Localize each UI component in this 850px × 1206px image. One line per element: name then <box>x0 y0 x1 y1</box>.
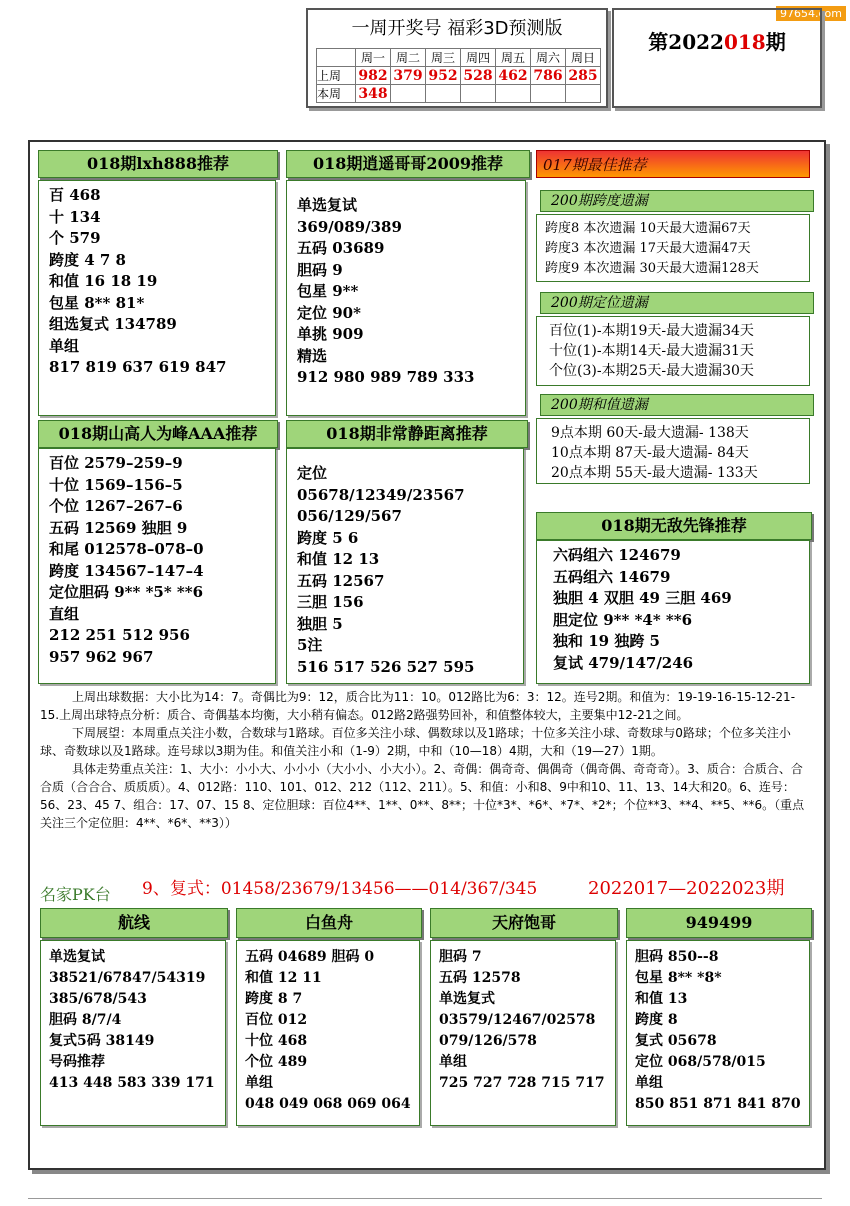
recommend-line: 817 819 637 619 847 <box>49 358 227 376</box>
recommend-line: 10点本期 87天-最大遗漏- 84天 <box>551 445 749 461</box>
draw-number <box>496 85 531 103</box>
recommend-line: 独胆 5 <box>297 614 343 633</box>
recommend-line: 组选复式 134789 <box>49 315 177 333</box>
recommend-line: 38521/67847/54319 <box>49 970 206 986</box>
recommend-line: 十 134 <box>49 207 101 226</box>
analysis-paragraph-3: 具体走势重点关注：1、大小：小小大、小小小（大小小、小大小）。2、奇偶：偶奇奇、偶偶奇（偶奇偶、奇奇奇）。3、质合：合质合、合合质（合合合、质质质）。4、012路：110、101、012、212（112、211）。5、和值：小和8、9中和10、11、13、14大和20。6、连号：56、23、45 7、组合：17、07、15 8、定位胆球：百位4**、1**、0**、8**；十位*3*、*6*、*7*、*2*；个位**3、**4、**5、**6。（重点关注三个定位胆：4**、*6*、**3）） <box>40 762 805 830</box>
recommend-line: 独胆 4 双胆 49 三胆 469 <box>553 589 732 607</box>
span-missing-title: 200期跨度遗漏 <box>540 190 814 212</box>
expert-name: 航线 <box>40 908 228 938</box>
recommend-line: 和尾 012578–078–0 <box>49 540 204 558</box>
recommend-line: 个位 489 <box>245 1054 308 1070</box>
recommend-line: 五码 04689 胆码 0 <box>245 949 375 965</box>
analysis-paragraph-1: 上周出球数据：大小比为14：7。奇偶比为9：12，质合比为11：10。012路比为6：3：12。连号2期。和值为：19-19-16-15-12-21-15.上周出球特点分析：质合、奇偶基本均衡，大小稍有偏态。012路2路强势回补，和值整体较大，主要集中12-21之间。 <box>40 690 796 722</box>
expert-body <box>626 940 810 1126</box>
draw-number: 528 <box>461 67 496 85</box>
recommend-line: 五码组六 14679 <box>553 567 671 586</box>
recommend-line: 定位胆码 9** *5* **6 <box>49 583 204 601</box>
panel-shangao-title: 018期山高人为峰AAA推荐 <box>38 420 278 448</box>
recommend-line: 和值 13 <box>635 991 688 1007</box>
day-cell: 周六 <box>531 49 566 67</box>
recommend-line: 跨度 8 <box>635 1012 678 1028</box>
recommend-line: 048 049 068 069 064 <box>245 1096 411 1112</box>
days-row <box>317 49 601 67</box>
recommend-line: 胆码 7 <box>439 949 482 965</box>
recommend-line: 和值 12 13 <box>297 550 380 568</box>
recommend-line: 212 251 512 956 <box>49 626 190 644</box>
recommend-line: 十位 1569–156–5 <box>49 475 183 494</box>
recommend-line: 精选 <box>297 346 328 365</box>
recommend-line: 定位 <box>297 464 328 482</box>
sum-missing-title: 200期和值遗漏 <box>540 394 814 416</box>
recommend-line: 独和 19 独跨 5 <box>553 632 660 650</box>
pos-missing-title: 200期定位遗漏 <box>540 292 814 314</box>
recommend-line: 复式 05678 <box>635 1033 717 1049</box>
issue-title: 第2022018期 <box>648 30 786 54</box>
recommend-line: 五码 12578 <box>439 970 521 986</box>
pk-center-text: 9、复式：01458/23679/13456——014/367/345 <box>142 879 538 899</box>
pk-line <box>40 874 810 904</box>
draw-number: 982 <box>356 67 391 85</box>
expert-body <box>236 940 420 1126</box>
recommend-line: 850 851 871 841 870 <box>635 1096 801 1112</box>
expert-body <box>430 940 616 1126</box>
recommend-line: 个位(3)-本期25天-最大遗漏30天 <box>549 363 754 379</box>
this-week-label: 本周 <box>317 85 356 103</box>
recommend-line: 百位 012 <box>245 1012 308 1028</box>
recommend-line: 包星 8** *8* <box>635 970 722 986</box>
draw-number <box>531 85 566 103</box>
day-cell: 周四 <box>461 49 496 67</box>
recommend-line: 复试 479/147/246 <box>553 653 694 672</box>
recommend-line: 十位(1)-本期14天-最大遗漏31天 <box>549 343 754 359</box>
recommend-line: 跨度3 本次遗漏 17天最大遗漏47天 <box>545 241 751 256</box>
draw-number: 379 <box>391 67 426 85</box>
draw-number <box>391 85 426 103</box>
expert-name: 天府饱哥 <box>430 908 618 938</box>
recommend-line: 单组 <box>439 1054 467 1070</box>
weekly-draw-header <box>306 8 608 108</box>
recommend-line: 912 980 989 789 333 <box>297 368 475 386</box>
draw-number <box>426 85 461 103</box>
span-missing-body <box>536 214 810 282</box>
recommend-line: 直组 <box>49 604 80 623</box>
recommend-line: 五码 03689 <box>297 239 385 257</box>
recommend-line: 五码 12569 独胆 9 <box>49 518 188 537</box>
recommend-line: 定位 068/578/015 <box>635 1054 766 1070</box>
draw-number <box>461 85 496 103</box>
recommend-line: 20点本期 55天-最大遗漏- 133天 <box>551 465 758 481</box>
recommend-line: 包星 8** 81* <box>49 293 145 312</box>
recommend-line: 跨度 5 6 <box>297 528 359 547</box>
best-recommend-title: 017期最佳推荐 <box>536 150 810 178</box>
recommend-line: 056/129/567 <box>297 507 402 525</box>
draw-number: 285 <box>566 67 601 85</box>
recommend-line: 十位 468 <box>245 1033 308 1049</box>
recommend-line: 号码推荐 <box>49 1054 105 1070</box>
draw-number: 348 <box>356 85 391 103</box>
panel-wudi-body <box>536 540 810 684</box>
recommend-line: 单组 <box>635 1075 663 1091</box>
day-cell: 周日 <box>566 49 601 67</box>
draw-number: 952 <box>426 67 461 85</box>
last-week-label: 上周 <box>317 67 356 85</box>
recommend-line: 单组 <box>245 1075 273 1091</box>
recommend-line: 5注 <box>297 636 323 654</box>
day-cell: 周一 <box>356 49 391 67</box>
analysis-text <box>40 688 810 832</box>
recommend-line: 三胆 156 <box>297 593 364 611</box>
recommend-line: 单挑 909 <box>297 325 364 343</box>
issue-number-box <box>612 8 822 108</box>
expert-body <box>40 940 226 1126</box>
recommend-line: 复式5码 38149 <box>49 1033 155 1049</box>
panel-shangao-body <box>38 448 276 684</box>
recommend-line: 跨度 134567–147–4 <box>49 561 204 580</box>
recommend-line: 跨度 4 7 8 <box>49 250 126 269</box>
recommend-line: 和值 16 18 19 <box>49 272 158 290</box>
expert-name: 949499 <box>626 908 812 938</box>
bottom-divider <box>28 1198 822 1199</box>
recommend-line: 胆码 9 <box>297 260 343 279</box>
recommend-line: 9点本期 60天-最大遗漏- 138天 <box>551 425 749 441</box>
day-cell: 周三 <box>426 49 461 67</box>
weekly-draw-table <box>316 48 601 103</box>
recommend-line: 单选复式 <box>439 991 495 1007</box>
recommend-line: 五码 12567 <box>297 571 385 590</box>
recommend-line: 516 517 526 527 595 <box>297 657 475 676</box>
draw-number: 786 <box>531 67 566 85</box>
panel-feichang-title: 018期非常静距离推荐 <box>286 420 528 448</box>
panel-wudi-title: 018期无敌先锋推荐 <box>536 512 812 540</box>
recommend-line: 单组 <box>49 336 80 355</box>
recommend-line: 单选复试 <box>297 196 358 214</box>
recommend-line: 胆定位 9** *4* **6 <box>553 610 693 629</box>
recommend-line: 包星 9** <box>297 282 359 300</box>
recommend-line: 定位 90* <box>297 303 361 322</box>
recommend-line: 六码组六 124679 <box>553 546 681 564</box>
recommend-line: 个 579 <box>49 229 101 247</box>
recommend-line: 跨度8 本次遗漏 10天最大遗漏67天 <box>545 221 751 236</box>
header-title: 一周开奖号 福彩3D预测版 <box>351 18 563 39</box>
recommend-line: 胆码 8/7/4 <box>49 1012 122 1028</box>
recommend-line: 03579/12467/02578 <box>439 1012 596 1028</box>
recommend-line: 百位 2579–259–9 <box>49 454 183 472</box>
panel-xiaoyao-title: 018期逍遥哥哥2009推荐 <box>286 150 530 178</box>
recommend-line: 和值 12 11 <box>245 970 322 986</box>
last-week-row <box>317 67 601 85</box>
this-week-row <box>317 85 601 103</box>
panel-lxh-title: 018期lxh888推荐 <box>38 150 278 178</box>
day-cell: 周五 <box>496 49 531 67</box>
panel-feichang-body <box>286 448 524 684</box>
recommend-line: 单选复试 <box>49 949 105 965</box>
panel-lxh-body <box>38 180 276 416</box>
recommend-line: 百 468 <box>49 186 101 204</box>
recommend-line: 个位 1267–267–6 <box>49 497 183 515</box>
sum-missing-body <box>536 418 810 484</box>
pk-range: 2022017—2022023期 <box>588 878 785 899</box>
draw-number <box>566 85 601 103</box>
recommend-line: 369/089/389 <box>297 217 402 236</box>
day-cell: 周二 <box>391 49 426 67</box>
recommend-line: 079/126/578 <box>439 1033 537 1049</box>
recommend-line: 957 962 967 <box>49 647 154 666</box>
recommend-line: 385/678/543 <box>49 991 147 1007</box>
recommend-line: 胆码 850--8 <box>635 949 719 965</box>
pos-missing-body <box>536 316 810 386</box>
recommend-line: 05678/12349/23567 <box>297 485 465 504</box>
recommend-line: 百位(1)-本期19天-最大遗漏34天 <box>549 323 754 339</box>
draw-number: 462 <box>496 67 531 85</box>
recommend-line: 725 727 728 715 717 <box>439 1075 605 1091</box>
issue-number: 018 <box>723 30 766 54</box>
site-watermark: 97654.com <box>776 6 846 21</box>
analysis-paragraph-2: 下周展望：本周重点关注小数，合数球与1路球。百位多关注小球、偶数球以及1路球；十位多关注小球、奇数球与0路球；个位多关注小球、奇数球以及1路球。连号球以3期为佳。和值关注小和（1-9）2期，中和（10—18）4期，大和（19—27）1期。 <box>40 726 791 758</box>
expert-name: 白鱼舟 <box>236 908 422 938</box>
pk-label: 名家PK台 <box>40 885 111 904</box>
recommend-line: 跨度9 本次遗漏 30天最大遗漏128天 <box>545 261 759 276</box>
panel-xiaoyao-body <box>286 180 526 416</box>
recommend-line: 跨度 8 7 <box>245 991 303 1007</box>
recommend-line: 413 448 583 339 171 <box>49 1075 215 1091</box>
